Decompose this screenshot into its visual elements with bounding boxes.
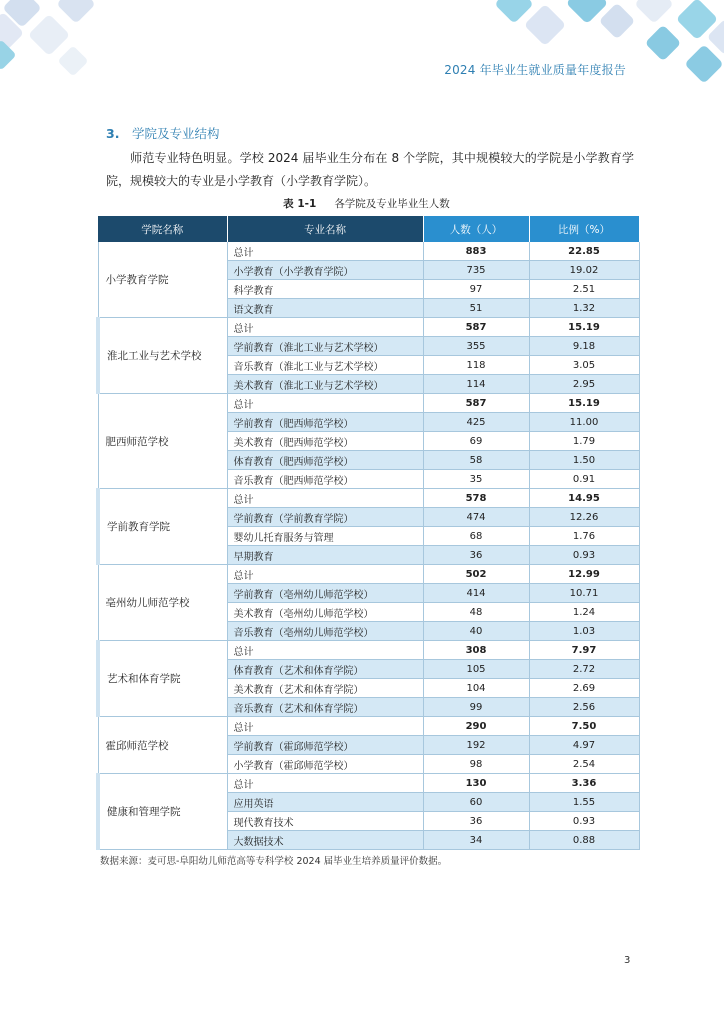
percent-cell: 3.36 (529, 774, 639, 793)
percent-cell: 1.76 (529, 527, 639, 546)
major-cell: 总计 (227, 242, 423, 261)
major-cell: 科学教育 (227, 280, 423, 299)
paragraph-text: 师范专业特色明显。学校 2024 届毕业生分布在 8 个学院，其中规模较大的学院是小学教育学院，规模较大的专业是小学教育（小学教育学院）。 (106, 151, 634, 188)
table-caption (96, 196, 637, 211)
page-number: 3 (624, 955, 631, 966)
percent-cell: 12.26 (529, 508, 639, 527)
count-cell: 99 (423, 698, 529, 717)
count-cell: 58 (423, 451, 529, 470)
count-cell: 97 (423, 280, 529, 299)
major-cell: 美术教育（肥西师范学校） (227, 432, 423, 451)
college-name-cell: 艺术和体育学院 (98, 641, 227, 717)
major-cell: 美术教育（淮北工业与艺术学校） (227, 375, 423, 394)
table-row (98, 318, 639, 337)
percent-cell: 7.50 (529, 717, 639, 736)
count-cell: 40 (423, 622, 529, 641)
percent-cell: 0.93 (529, 812, 639, 831)
percent-cell: 9.18 (529, 337, 639, 356)
count-cell: 36 (423, 812, 529, 831)
table-row (98, 774, 639, 793)
major-cell: 美术教育（艺术和体育学院） (227, 679, 423, 698)
college-name-cell: 霍邱师范学校 (98, 717, 227, 774)
count-cell: 290 (423, 717, 529, 736)
table-row (98, 565, 639, 584)
percent-cell: 1.50 (529, 451, 639, 470)
percent-cell: 1.55 (529, 793, 639, 812)
major-cell: 总计 (227, 565, 423, 584)
count-cell: 51 (423, 299, 529, 318)
major-cell: 学前教育（淮北工业与艺术学校） (227, 337, 423, 356)
major-cell: 总计 (227, 394, 423, 413)
major-cell: 音乐教育（淮北工业与艺术学校） (227, 356, 423, 375)
count-cell: 35 (423, 470, 529, 489)
percent-cell: 7.97 (529, 641, 639, 660)
college-name-cell: 学前教育学院 (98, 489, 227, 565)
major-cell: 小学教育（霍邱师范学校） (227, 755, 423, 774)
college-name-cell: 肥西师范学校 (98, 394, 227, 489)
college-name-cell: 小学教育学院 (98, 242, 227, 318)
percent-cell: 2.56 (529, 698, 639, 717)
count-cell: 587 (423, 318, 529, 337)
table-row (98, 242, 639, 261)
percent-cell: 15.19 (529, 394, 639, 413)
major-cell: 学前教育（学前教育学院） (227, 508, 423, 527)
college-name-cell: 亳州幼儿师范学校 (98, 565, 227, 641)
header-major: 专业名称 (227, 216, 423, 242)
major-cell: 早期教育 (227, 546, 423, 565)
major-cell: 总计 (227, 641, 423, 660)
percent-cell: 15.19 (529, 318, 639, 337)
percent-cell: 11.00 (529, 413, 639, 432)
count-cell: 104 (423, 679, 529, 698)
count-cell: 355 (423, 337, 529, 356)
percent-cell: 2.54 (529, 755, 639, 774)
section-heading (106, 124, 220, 142)
report-title: 2024 年毕业生就业质量年度报告 (444, 63, 626, 77)
count-cell: 114 (423, 375, 529, 394)
section-title: 学院及专业结构 (132, 126, 220, 141)
percent-cell: 4.97 (529, 736, 639, 755)
major-cell: 体育教育（艺术和体育学院） (227, 660, 423, 679)
percent-cell: 0.93 (529, 546, 639, 565)
table-row (98, 489, 639, 508)
count-cell: 502 (423, 565, 529, 584)
major-cell: 体育教育（肥西师范学校） (227, 451, 423, 470)
percent-cell: 14.95 (529, 489, 639, 508)
major-cell: 音乐教育（艺术和体育学院） (227, 698, 423, 717)
section-number: 3. (106, 126, 120, 141)
count-cell: 60 (423, 793, 529, 812)
table-caption-title: 各学院及专业毕业生人数 (334, 198, 450, 210)
count-cell: 36 (423, 546, 529, 565)
count-cell: 578 (423, 489, 529, 508)
header-count: 人数（人） (423, 216, 529, 242)
percent-cell: 2.72 (529, 660, 639, 679)
count-cell: 474 (423, 508, 529, 527)
college-name-cell: 健康和管理学院 (98, 774, 227, 850)
percent-cell: 0.91 (529, 470, 639, 489)
count-cell: 425 (423, 413, 529, 432)
table-body (98, 242, 639, 850)
percent-cell: 1.79 (529, 432, 639, 451)
percent-cell: 12.99 (529, 565, 639, 584)
major-cell: 总计 (227, 717, 423, 736)
body-paragraph (106, 147, 634, 193)
percent-cell: 1.32 (529, 299, 639, 318)
percent-cell: 19.02 (529, 261, 639, 280)
percent-cell: 2.51 (529, 280, 639, 299)
major-cell: 大数据技术 (227, 831, 423, 850)
college-name-cell: 淮北工业与艺术学校 (98, 318, 227, 394)
count-cell: 48 (423, 603, 529, 622)
percent-cell: 0.88 (529, 831, 639, 850)
major-cell: 应用英语 (227, 793, 423, 812)
major-cell: 音乐教育（肥西师范学校） (227, 470, 423, 489)
major-cell: 总计 (227, 318, 423, 337)
count-cell: 414 (423, 584, 529, 603)
count-cell: 68 (423, 527, 529, 546)
table-header-row (98, 216, 639, 242)
table-row (98, 394, 639, 413)
count-cell: 883 (423, 242, 529, 261)
major-cell: 语文教育 (227, 299, 423, 318)
count-cell: 118 (423, 356, 529, 375)
count-cell: 105 (423, 660, 529, 679)
major-cell: 音乐教育（亳州幼儿师范学校） (227, 622, 423, 641)
count-cell: 308 (423, 641, 529, 660)
percent-cell: 1.03 (529, 622, 639, 641)
table-number: 表 1-1 (283, 198, 317, 210)
count-cell: 735 (423, 261, 529, 280)
percent-cell: 2.69 (529, 679, 639, 698)
major-cell: 学前教育（肥西师范学校） (227, 413, 423, 432)
graduate-table (96, 216, 640, 850)
major-cell: 现代教育技术 (227, 812, 423, 831)
major-cell: 学前教育（霍邱师范学校） (227, 736, 423, 755)
count-cell: 34 (423, 831, 529, 850)
percent-cell: 2.95 (529, 375, 639, 394)
major-cell: 总计 (227, 774, 423, 793)
percent-cell: 1.24 (529, 603, 639, 622)
major-cell: 婴幼儿托育服务与管理 (227, 527, 423, 546)
percent-cell: 22.85 (529, 242, 639, 261)
header-percent: 比例（%） (529, 216, 639, 242)
count-cell: 69 (423, 432, 529, 451)
percent-cell: 10.71 (529, 584, 639, 603)
count-cell: 98 (423, 755, 529, 774)
major-cell: 小学教育（小学教育学院） (227, 261, 423, 280)
major-cell: 美术教育（亳州幼儿师范学校） (227, 603, 423, 622)
count-cell: 587 (423, 394, 529, 413)
header-decoration (0, 0, 724, 100)
major-cell: 学前教育（亳州幼儿师范学校） (227, 584, 423, 603)
count-cell: 192 (423, 736, 529, 755)
header-college: 学院名称 (98, 216, 227, 242)
table-row (98, 717, 639, 736)
count-cell: 130 (423, 774, 529, 793)
source-note: 数据来源：麦可思-阜阳幼儿师范高等专科学校 2024 届毕业生培养质量评价数据。 (100, 856, 448, 867)
major-cell: 总计 (227, 489, 423, 508)
table-row (98, 641, 639, 660)
percent-cell: 3.05 (529, 356, 639, 375)
